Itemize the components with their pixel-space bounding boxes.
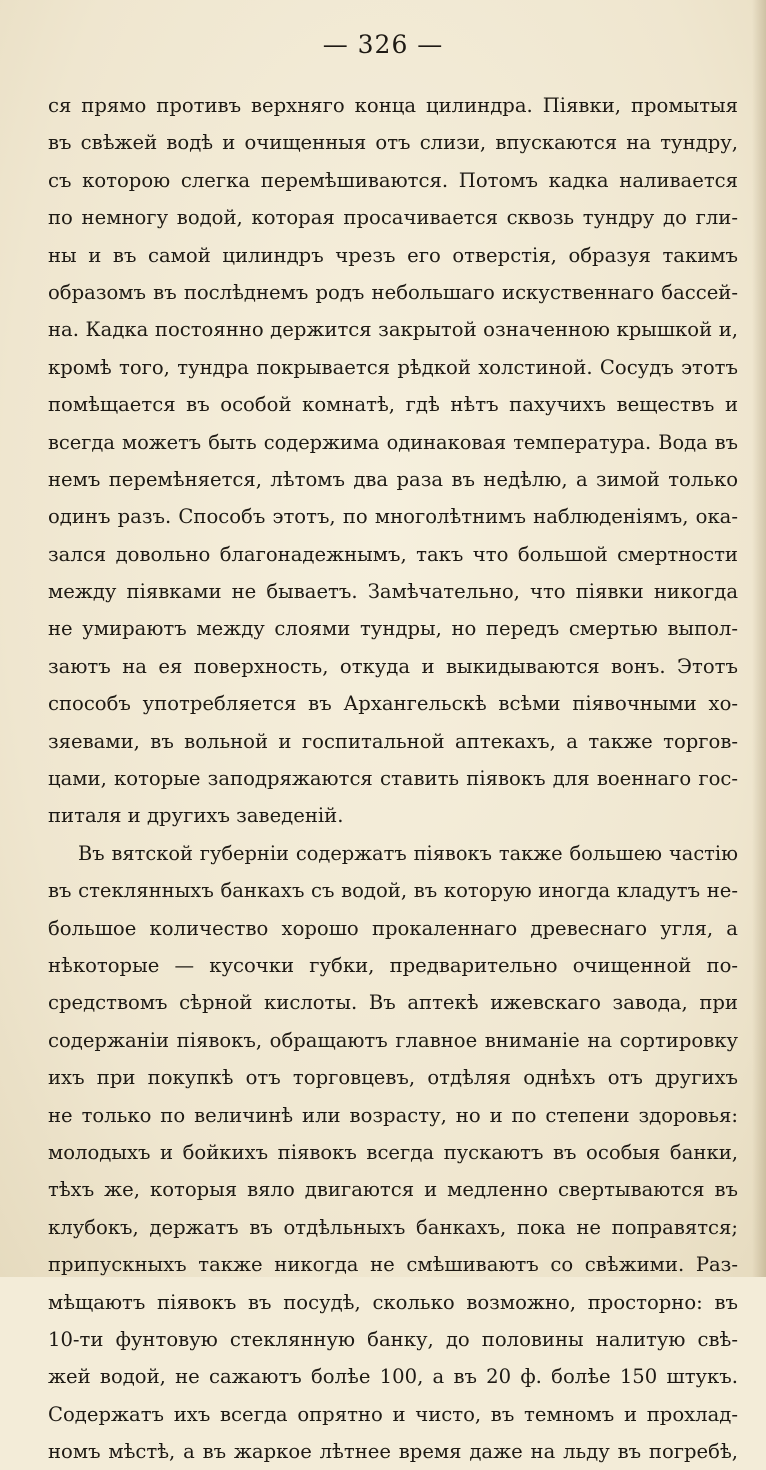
text-line: заютъ на ея поверхность, откуда и выкидываются вонъ. Этотъ xyxy=(48,654,738,678)
text-line: большое количество хорошо прокаленнаго древеснаго угля, а xyxy=(48,916,738,940)
text-line: не только по величинѣ или возрасту, но и по степени здоровья: xyxy=(48,1103,738,1127)
text-line: не умираютъ между слоями тундры, но передъ смертью выпол- xyxy=(48,617,738,641)
text-line: на. Кадка постоянно держится закрытой означенною крышкой и, xyxy=(48,318,738,342)
text-line: всегда можетъ быть содержима одинаковая температура. Вода въ xyxy=(48,430,738,454)
text-line: способъ употребляется въ Архангельскѣ всѣми піявочными хо- xyxy=(48,692,738,716)
body-text xyxy=(48,87,738,1470)
text-line: тѣхъ же, которыя вяло двигаются и медленно свертываются въ xyxy=(48,1178,738,1202)
text-line: зался довольно благонадежнымъ, такъ что большой смертности xyxy=(48,542,738,566)
text-line: помѣщается въ особой комнатѣ, гдѣ нѣтъ пахучихъ веществъ и xyxy=(48,393,738,417)
text-line: съ которою слегка перемѣшиваются. Потомъ кадка наливается xyxy=(48,168,738,192)
text-line: ся прямо противъ верхняго конца цилиндра. Піявки, промытыя xyxy=(48,94,738,117)
text-line: содержаніи піявокъ, обращаютъ главное вниманіе на сортировку xyxy=(48,1028,738,1052)
text-line: средствомъ сѣрной кислоты. Въ аптекѣ ижевскаго завода, при xyxy=(48,991,738,1015)
text-line: по немногу водой, которая просачивается сквозь тундру до гли- xyxy=(48,206,738,230)
text-line: ихъ при покупкѣ отъ торговцевъ, отдѣляя однѣхъ отъ другихъ xyxy=(48,1066,738,1090)
page-number: — 326 — xyxy=(322,30,444,59)
page-spine-shadow xyxy=(752,0,766,1277)
text-line: нѣкоторые — кусочки губки, предварительно очищенной по- xyxy=(48,953,738,977)
text-line: ны и въ самой цилиндръ чрезъ его отверстія, образуя такимъ xyxy=(48,243,738,267)
text-line: номъ мѣстѣ, а въ жаркое лѣтнее время даже на льду въ погребѣ, xyxy=(48,1440,738,1464)
text-line: Содержатъ ихъ всегда опрятно и чисто, въ темномъ и прохлад- xyxy=(48,1402,738,1426)
text-line: жей водой, не сажаютъ болѣе 100, а въ 20 ф. болѣе 150 штукъ. xyxy=(48,1365,738,1389)
paragraph-first-line: Въ вятской губерніи содержатъ піявокъ также большею частію xyxy=(78,841,738,865)
text-line: молодыхъ и бойкихъ піявокъ всегда пускаютъ въ особыя банки, xyxy=(48,1140,738,1164)
text-line: образомъ въ послѣднемъ родъ небольшаго искуственнаго бассей- xyxy=(48,280,738,304)
text-line: зяевами, въ вольной и госпитальной аптекахъ, а также торгов- xyxy=(48,729,738,753)
text-line: въ стеклянныхъ банкахъ съ водой, въ которую иногда кладутъ не- xyxy=(48,879,738,903)
text-line: немъ перемѣняется, лѣтомъ два раза въ недѣлю, а зимой только xyxy=(48,467,738,491)
text-line: мѣщаютъ піявокъ въ посудѣ, сколько возможно, просторно: въ xyxy=(48,1290,738,1314)
text-line: 10-ти фунтовую стеклянную банку, до половины налитую свѣ- xyxy=(48,1327,738,1351)
text-line: кромѣ того, тундра покрывается рѣдкой холстиной. Сосудъ этотъ xyxy=(48,355,738,379)
text-line: припускныхъ также никогда не смѣшиваютъ со свѣжими. Раз- xyxy=(48,1253,738,1277)
text-line: въ свѣжей водѣ и очищенныя отъ слизи, впускаются на тундру, xyxy=(48,131,738,155)
text-line: цами, которые заподряжаются ставить піявокъ для военнаго гос- xyxy=(48,767,738,791)
text-line: между піявками не бываетъ. Замѣчательно, что піявки никогда xyxy=(48,580,738,604)
text-line: одинъ разъ. Способъ этотъ, по многолѣтнимъ наблюденіямъ, ока- xyxy=(48,505,738,529)
paragraph-last-line: питаля и другихъ заведеній. xyxy=(48,804,344,828)
text-line: клубокъ, держатъ въ отдѣльныхъ банкахъ, пока не поправятся; xyxy=(48,1215,738,1239)
